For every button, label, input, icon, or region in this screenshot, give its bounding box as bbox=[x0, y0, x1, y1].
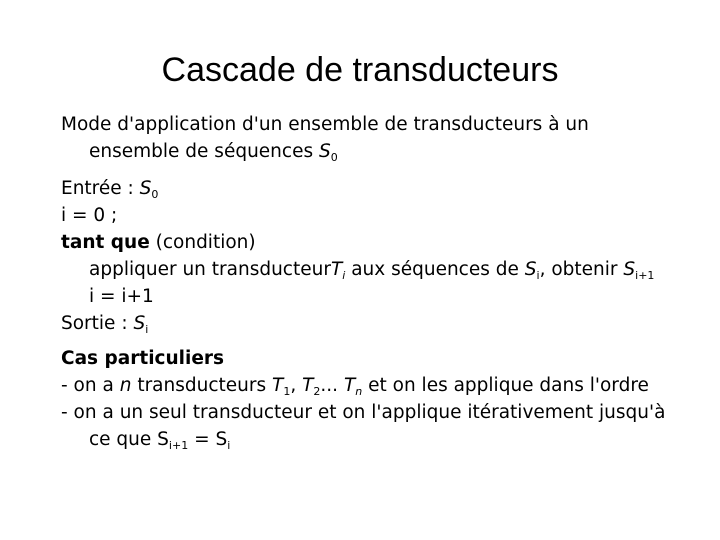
intro-var: S bbox=[318, 141, 331, 162]
case1-t2: T bbox=[302, 375, 314, 396]
cases-block bbox=[61, 345, 681, 453]
apply-text: appliquer un transducteur bbox=[89, 259, 331, 280]
intro-paragraph bbox=[61, 111, 681, 165]
apply-text2: aux séquences de bbox=[345, 259, 525, 280]
algo-loop bbox=[61, 229, 681, 256]
case1-n: n bbox=[119, 375, 132, 396]
apply-seq-sub: i bbox=[536, 269, 540, 282]
cases-heading: Cas particuliers bbox=[61, 348, 225, 369]
algo-apply bbox=[61, 256, 681, 283]
intro-sub: 0 bbox=[330, 151, 338, 164]
sortie-sub: i bbox=[145, 323, 149, 336]
algo-init: i = 0 ; bbox=[61, 205, 118, 226]
case-2 bbox=[61, 399, 681, 453]
entree-var: S bbox=[139, 178, 152, 199]
case2-eq: = S bbox=[188, 429, 228, 450]
case1-mid: transducteurs bbox=[131, 375, 273, 396]
case1-sep1: , bbox=[290, 375, 303, 396]
case2-sub1: i+1 bbox=[168, 439, 189, 452]
case1-t1-sub: 1 bbox=[283, 385, 291, 398]
case1-t1: T bbox=[272, 375, 284, 396]
case2-sub2: i bbox=[227, 439, 231, 452]
algo-sortie bbox=[61, 310, 681, 337]
entree-sub: 0 bbox=[151, 188, 159, 201]
slide-title: Cascade de transducteurs bbox=[161, 51, 559, 89]
apply-var: T bbox=[330, 259, 343, 280]
sortie-label: Sortie : bbox=[61, 313, 134, 334]
entree-label: Entrée : bbox=[61, 178, 140, 199]
apply-seq-var: S bbox=[524, 259, 537, 280]
apply-out-sub: i+1 bbox=[635, 269, 655, 282]
case1-t2-sub: 2 bbox=[313, 385, 321, 398]
apply-out-var: S bbox=[623, 259, 636, 280]
algo-increment: i = i+1 bbox=[89, 286, 154, 307]
slide-content bbox=[61, 111, 681, 453]
case2-text: - on a un seul transducteur et on l'applique itérativement jusqu'à ce que S bbox=[61, 402, 666, 450]
apply-var-sub: i bbox=[342, 269, 346, 282]
spacer bbox=[61, 165, 681, 175]
case1-tn-sub: n bbox=[355, 385, 363, 398]
loop-keyword: tant que bbox=[61, 232, 150, 253]
case1-dots: ... bbox=[320, 375, 344, 396]
sortie-var: S bbox=[133, 313, 146, 334]
case1-prefix: - on a bbox=[61, 375, 120, 396]
algo-entree bbox=[61, 175, 681, 202]
apply-text3: , obtenir bbox=[539, 259, 624, 280]
loop-condition: (condition) bbox=[149, 232, 256, 253]
spacer bbox=[61, 337, 681, 345]
algorithm-block bbox=[61, 175, 681, 337]
case1-tn: T bbox=[343, 375, 356, 396]
case1-suffix: et on les applique dans l'ordre bbox=[362, 375, 649, 396]
intro-text: Mode d'application d'un ensemble de transducteurs à un ensemble de séquences bbox=[61, 114, 589, 162]
case-1 bbox=[61, 372, 681, 399]
